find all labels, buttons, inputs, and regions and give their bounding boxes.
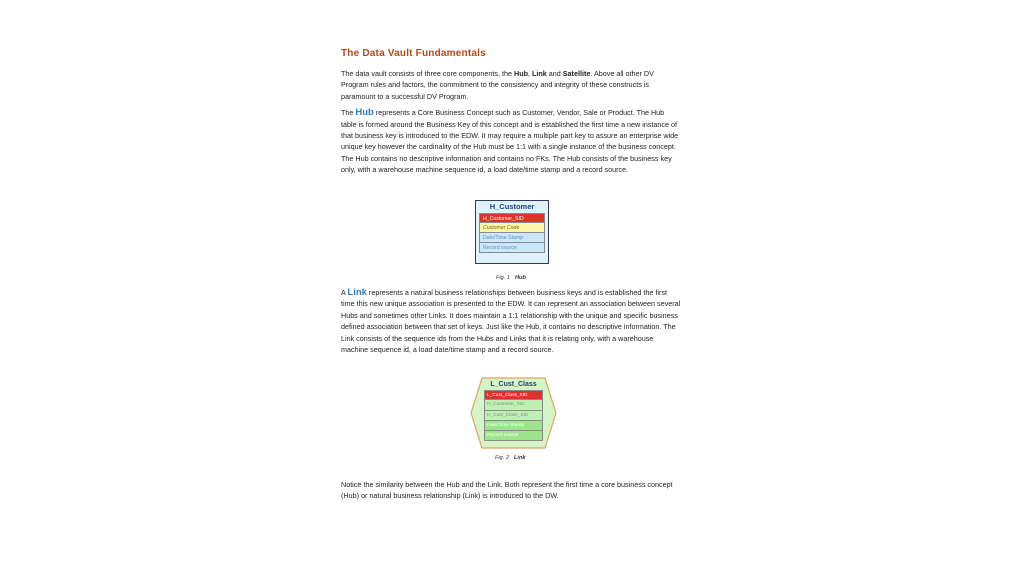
closing-section [341, 479, 681, 502]
intro-post: . Above all other DV Program rules and factors, the commitment to the consistency and integrity of these constructs is paramount to a successful DV Program. [341, 69, 654, 101]
fig2-caption [495, 455, 526, 461]
link-row-hub-customer: H_Customer_SID [484, 400, 543, 410]
closing-paragraph: Notice the similarity between the Hub and the Link. Both represent the first time a core business concept (Hub) or natural business relationship (Link) is introduced to the DW. [341, 480, 673, 501]
hub-table-diagram [475, 200, 549, 264]
hub-term: Hub [355, 107, 374, 119]
link-term: Link [347, 287, 367, 298]
intro-sep2: and [546, 69, 563, 78]
link-paragraph [341, 287, 681, 355]
link-table-name: L_Cust_Class [490, 381, 537, 388]
hub-row-business-key: Customer Code [479, 223, 545, 233]
link-row-record-source: Record source [484, 431, 543, 441]
hub-table-name: H_Customer [489, 202, 535, 211]
hub-row-timestamp: Date/Time Stamp [479, 233, 545, 243]
document-page [341, 48, 681, 176]
term-hub: Hub [514, 69, 528, 78]
term-link: Link [531, 69, 547, 78]
intro-paragraph [341, 68, 681, 102]
intro-pre: The data vault consists of three core components, the [341, 69, 514, 78]
hub-para-pre: The [341, 108, 356, 118]
hub-para-text: represents a Core Business Concept such as Customer, Vendor, Sale or Product. The Hub table is formed around the Business Key of this concept and is established the first time a new instance of that business key is introduced to the EDW. It may require a multiple part key to assure an enterprise wide unique key however the cardinality of the Hub must be 1:1 with a single instance of the business concept. The Hub contains no descriptive information and contains no FKs. The Hub consists of the business key only, with a warehouse machine sequence id, a load date/time stamp and a record source. [341, 108, 679, 175]
link-para-pre: A [341, 288, 348, 297]
fig1-caption-label: Fig. 1 [496, 275, 510, 281]
link-row-timestamp: Date/Time Stamp [484, 421, 543, 431]
fig2-caption-name: Link [514, 455, 526, 461]
link-row-hub-class: H_Cust_Class_SID [484, 411, 543, 421]
page-title: The Data Vault Fundamentals [341, 48, 486, 59]
link-table [484, 379, 543, 441]
fig1-caption [496, 275, 526, 281]
fig1-caption-name: Hub [515, 275, 526, 281]
term-satellite: Satellite [562, 69, 591, 78]
hub-paragraph [341, 107, 681, 175]
hub-row-sid: H_Customer_SID [479, 213, 545, 223]
link-row-sid: L_Cust_Class_SID [484, 390, 543, 400]
link-para-text: represents a natural business relationships between business keys and is established the first time this new unique association is presented to the EDW. It can represent an association between several Hubs and sometimes other Links. It does maintain a 1:1 relationship with the unique and specific business defined association between that set of keys. Just like the Hub, it contains no descriptive information. The Link consists of the sequence ids from the Hubs and Links that it is relating only, with a warehouse machine sequence id, a load date/time stamp and a record source. [341, 288, 681, 355]
fig2-caption-label: Fig. 2 [495, 455, 509, 461]
hub-row-record-source: Record source [479, 243, 545, 253]
intro-sep1: , [527, 69, 532, 78]
link-section [341, 287, 681, 355]
link-table-diagram [470, 377, 557, 449]
